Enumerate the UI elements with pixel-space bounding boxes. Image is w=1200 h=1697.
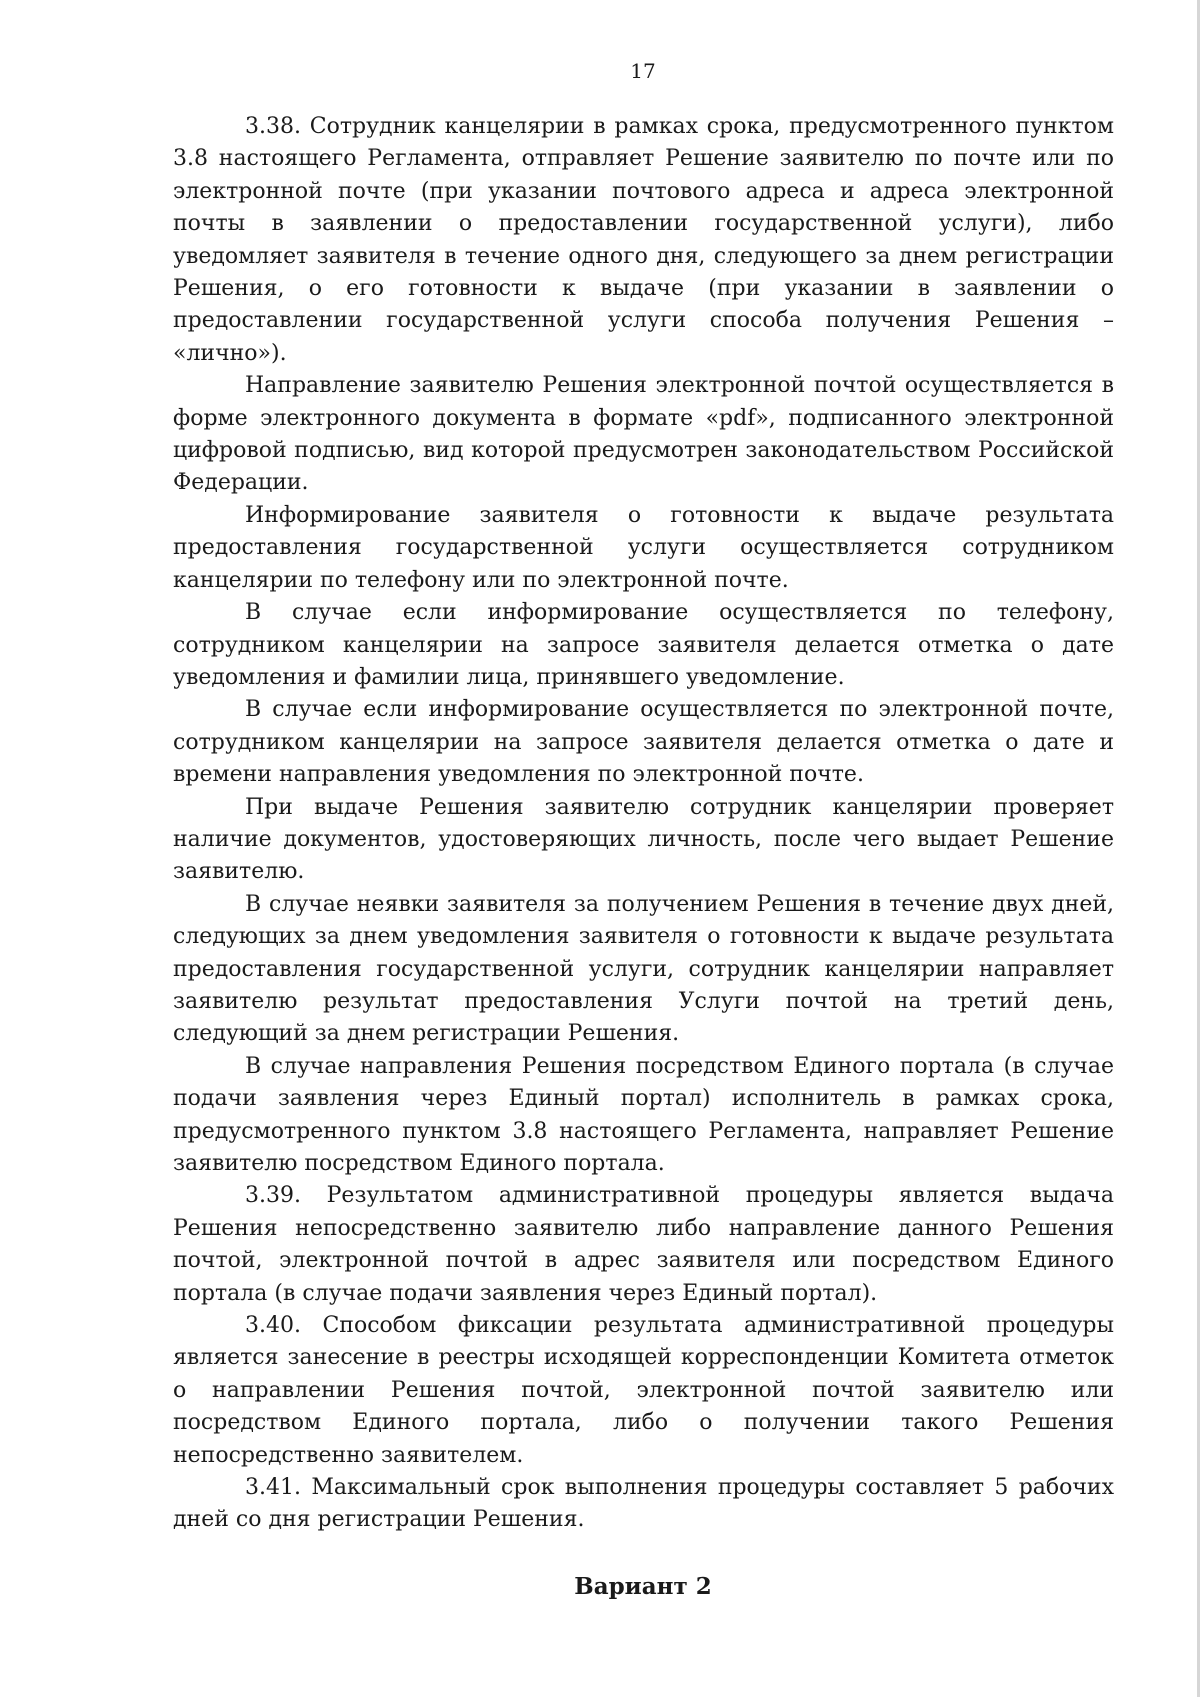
paragraph-3-39: 3.39. Результатом административной процедуры является выдача Решения непосредственно заявителю либо направление данного Решения почтой, электронной почтой в адрес заявителя или посредством Единого портала (в случае подачи заявления через Единый портал). [173,1183,1114,1306]
paragraph-email-delivery: Направление заявителю Решения электронной почтой осуществляется в форме электронного документа в формате «pdf», подписанного электронной цифровой подписью, вид которой предусмотрен законодательством Российской Федерации. [173,373,1114,496]
paragraph-phone-notice: В случае если информирование осуществляется по телефону, сотрудником канцелярии на запросе заявителя делается отметка о дате уведомления и фамилии лица, принявшего уведомление. [173,600,1114,690]
paragraph-3-41: 3.41. Максимальный срок выполнения процедуры составляет 5 рабочих дней со дня регистрации Решения. [173,1475,1114,1533]
document-body [173,111,1114,1537]
section-heading-variant-2: Вариант 2 [574,1573,712,1600]
paragraph-portal-delivery: В случае направления Решения посредством Единого портала (в случае подачи заявления через Единый портал) исполнитель в рамках срока, предусмотренного пунктом 3.8 настоящего Регламента, направляет Решение заявителю посредством Единого портала. [173,1053,1114,1176]
paragraph-3-38: 3.38. Сотрудник канцелярии в рамках срока, предусмотренного пунктом 3.8 настоящего Регламента, отправляет Решение заявителю по почте или по электронной почте (при указании почтового адреса и адреса электронной почты в заявлении о предоставлении государственной услуги), либо уведомляет заявителя в течение одного дня, следующего за днем регистрации Решения, о его готовности к выдаче (при указании в заявлении о предоставлении государственной услуги способа получения Решения – «лично»). [173,114,1114,366]
paragraph-non-appearance: В случае неявки заявителя за получением Решения в течение двух дней, следующих за днем уведомления заявителя о готовности к выдаче результата предоставления государственной услуги, сотрудник канцелярии направляет заявителю результат предоставления Услуги почтой на третий день, следующий за днем регистрации Решения. [173,891,1114,1047]
page-number: 17 [630,59,656,83]
paragraph-email-notice: В случае если информирование осуществляется по электронной почте, сотрудником канцелярии на запросе заявителя делается отметка о дате и времени направления уведомления по электронной почте. [173,697,1114,788]
paragraph-3-40: 3.40. Способом фиксации результата административной процедуры является занесение в реестры исходящей корреспонденции Комитета отметок о направлении Решения почтой, электронной почтой заявителю или посредством Единого портала, либо о получении такого Решения непосредственно заявителем. [173,1313,1114,1468]
paragraph-issuance: При выдаче Решения заявителю сотрудник канцелярии проверяет наличие документов, удостоверяющих личность, после чего выдает Решение заявителю. [173,794,1114,885]
paragraph-readiness-notice: Информирование заявителя о готовности к выдаче результата предоставления государственной услуги осуществляется сотрудником канцелярии по телефону или по электронной почте. [173,502,1114,593]
